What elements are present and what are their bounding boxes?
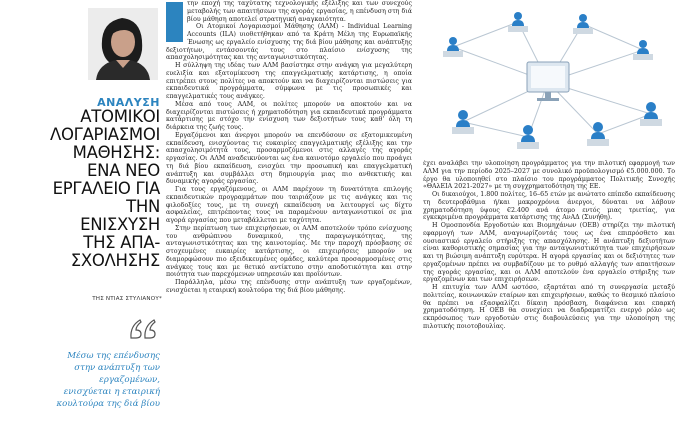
body-paragraph: έχει αναλάβει την υλοποίηση προγράμματος για την πιλοτική εφαρμογή των ΑΛΜ για την περίοδο 2025–2027 με συνολικό προϋπολογισμό €5.000.000. Το έργο θα υλοποιηθεί στο πλαίσιο του προγράμματος Πολιτικής Συνοχής «ΘΑλΕΙΑ 2021-2027» με τη συγχρηματοδότηση της ΕΕ. <box>423 160 675 191</box>
body-paragraph: Εργαζόμενοι και άνεργοι μπορούν να επενδύσουν σε εξατομικευμένη εκπαίδευση, ενισχύοντας τις ευκαιρίες επαγγελματικής εξέλιξης και την απασχολησιμότητά τους, προσαρμοζόμενοι στις αλλαγές της αγοράς εργασίας. Οι ΑΛΜ αναδεικνύονται ως ένα καινοτόμο εργαλείο που προάγει τη διά βίου εκπαίδευση, ενισχύει την προσωπική και επαγγελματική ανάπτυξη και συμβάλλει στη δημιουργία μιας πιο ανθεκτικής και δυναμικής αγοράς εργασίας. <box>166 131 412 186</box>
body-column-3 <box>423 160 675 430</box>
body-paragraph: Στην περίπτωση των επιχειρήσεων, οι ΑΛΜ αποτελούν τρόπο ενίσχυσης του ανθρώπινου δυναμικού, της παραγωγικότητας, της ανταγωνιστικότητας και της καινοτομίας. Με την παροχή πρόσβασης σε στοχευμένες ευκαιρίες κατάρτισης, οι επιχειρήσεις μπορούν να διαμορφώσουν πιο εξειδικευμένες ομάδες, καλύτερα προσαρμοσμένες στις ανάγκες τους και με θετικό αντίκτυπο στην αποδοτικότητα και στην ποιότητα των παρεχόμενων υπηρεσιών και προϊόντων. <box>166 224 412 279</box>
body-paragraph: Η επιτυχία των ΑΛΜ ωστόσο, εξαρτάται από τη συνεργασία μεταξύ πολιτείας, κοινωνικών εταίρων και επιχειρήσεων, καθώς το θεσμικό πλαίσιο θα πρέπει να εξασφαλίζει δίκαιη πρόσβαση, διαφάνεια και επαρκή χρηματοδότηση. Η ΟΕΒ θα συνεχίσει να διαδραματίζει ενεργό ρόλο ως εκπρόσωπος των εργοδοτών στις διαβουλεύσεις για την υλοποίηση της πιλοτικής ποιοτοβουλίας. <box>423 284 675 330</box>
author-portrait-icon <box>88 8 158 80</box>
quote-mark-icon <box>128 318 158 340</box>
body-paragraph: Η Ομοσπονδία Εργοδοτών και Βιομηχάνων (ΟΕΒ) στηρίζει την πιλοτική εφαρμογή των ΑΛΜ, αναγνωρίζοντάς τους ως ένα επιπρόσθετο και ουσιαστικό εργαλείο στήριξης της απασχόλησης. Η ανάπτυξη δεξιοτήτων είναι καθοριστικής σημασίας για την ανταγωνιστικότητα των επιχειρήσεων και τη βιώσιμη ανάπτυξη ευρύτερα. Η αγορά εργασίας και οι δεξιότητες των εργαζομένων πρέπει να συμβαδίζουν με το ρυθμό αλλαγής των απαιτήσεων της αγοράς εργασίας, και οι ΑΛΜ αποτελούν ένα εργαλείο στήριξης των εργαζομένων και των επιχειρήσεων. <box>423 222 675 284</box>
body-paragraph: Μέσα από τους ΑΛΜ, οι πολίτες μπορούν να αποκτούν και να διαχειρίζονται πιστώσεις ή χρηματοδότηση για εκπαιδευτικά προγράμματα κατάρτισης με στόχο την ενίσχυση των δεξιοτήτων τους καθ' όλη τη διάρκεια της ζωής τους. <box>166 100 412 131</box>
network-illustration <box>423 2 673 152</box>
body-column-2 <box>166 0 412 430</box>
section-tag: ΑΝΑΛΥΣΗ <box>97 96 160 109</box>
headline: ΑΤΟΜΙΚΟΙ ΛΟΓΑΡΙΑΣΜΟΙ ΜΑΘΗΣΗΣ: ΕΝΑ ΝΕΟ ΕΡΓΑΛΕΙΟ ΓΙΑ ΤΗΝ ΕΝΙΣΧΥΣΗ ΤΗΣ ΑΠΑ- ΣΧΟΛΗΣΗΣ <box>50 107 161 270</box>
body-paragraph: Η σύλληψη της ιδέας των ΑΛΜ βασίστηκε στην ανάγκη για μεγαλύτερη ευελιξία και εξατομίκευση της επαγγελματικής κατάρτισης, η οποία επιτρέπει στους πολίτες να αποκτούν και να διαχειρίζονται πιστώσεις για εκπαιδευτικά προγράμματα, σύμφωνα με τις προσωπικές και επαγγελματικές τους ανάγκες. <box>166 62 412 100</box>
body-paragraph: Για τους εργαζόμενους, οι ΑΛΜ παρέχουν τη δυνατότητα επιλογής εκπαιδευτικών προγραμμάτων που ταιριάζουν με τις ανάγκες και τις φιλοδοξίες τους, με τη συνεχή εκπαίδευση να λειτουργεί ως δίχτυ ασφαλείας, επιτρέποντας τους να παραμένουν ανταγωνιστικοί σε μια αγορά εργασίας που μεταβάλλεται με ταχύτητα. <box>166 186 412 224</box>
left-column <box>50 0 162 430</box>
body-paragraph: Παράλληλα, μέσω της επένδυσης στην ανάπτυξη των εργαζομένων, ενισχύεται η εταιρική κουλτούρα της διά βίου μάθησης. <box>166 279 412 294</box>
body-paragraph: Οι Ατομικοί Λογαριασμοί Μάθησης (ΑΛΜ) - Individual Learning Accounts (ILA) υιοθετήθηκαν από τα Κράτη Μέλη της Ευρωπαϊκής Ένωσης ως εργαλείο ενίσχυσης της διά βίου μάθησης και ανάπτυξης δεξιοτήτων, εντάσσοντάς τους στο πλαίσιο ενίσχυσης της απασχολησιμότητας και της ανταγωνιστικότητας. <box>166 23 412 62</box>
byline: ΤΗΣ ΝΤΙΑΣ ΣΤΥΛΙΑΝΟΥ* <box>92 296 162 302</box>
body-paragraph: Οι δικαιούχοι, 1.800 πολίτες, 16–65 ετών με ανώτατο επίπεδο εκπαίδευσης τη δευτεροβάθμια ή/και μακροχρόνια άνεργοι, δύναται να λάβουν χρηματοδότηση ύψους €2.400 ανά άτομο εντός μιας τριετίας, για εγκεκριμένα προγράμματα κατάρτισης της ΑνΑΔ (Συνήθη). <box>423 191 675 222</box>
drop-cap-block <box>166 2 183 42</box>
author-photo <box>88 8 158 80</box>
pull-quote: Μέσω της επένδυσης στην ανάπτυξη των εργαζομένων, ενισχύεται η εταιρική κουλτούρα της διά βίου <box>56 351 160 409</box>
network-of-people-icon <box>423 2 673 152</box>
body-paragraph: την εποχή της ταχύτατης τεχνολογικής εξέλιξης και των συνεχούς μεταβολής των απαιτήσεων της αγοράς εργασίας, η επένδυση στη διά βίου μάθηση αποτελεί στρατηγική αναγκαιότητα. <box>187 0 412 23</box>
